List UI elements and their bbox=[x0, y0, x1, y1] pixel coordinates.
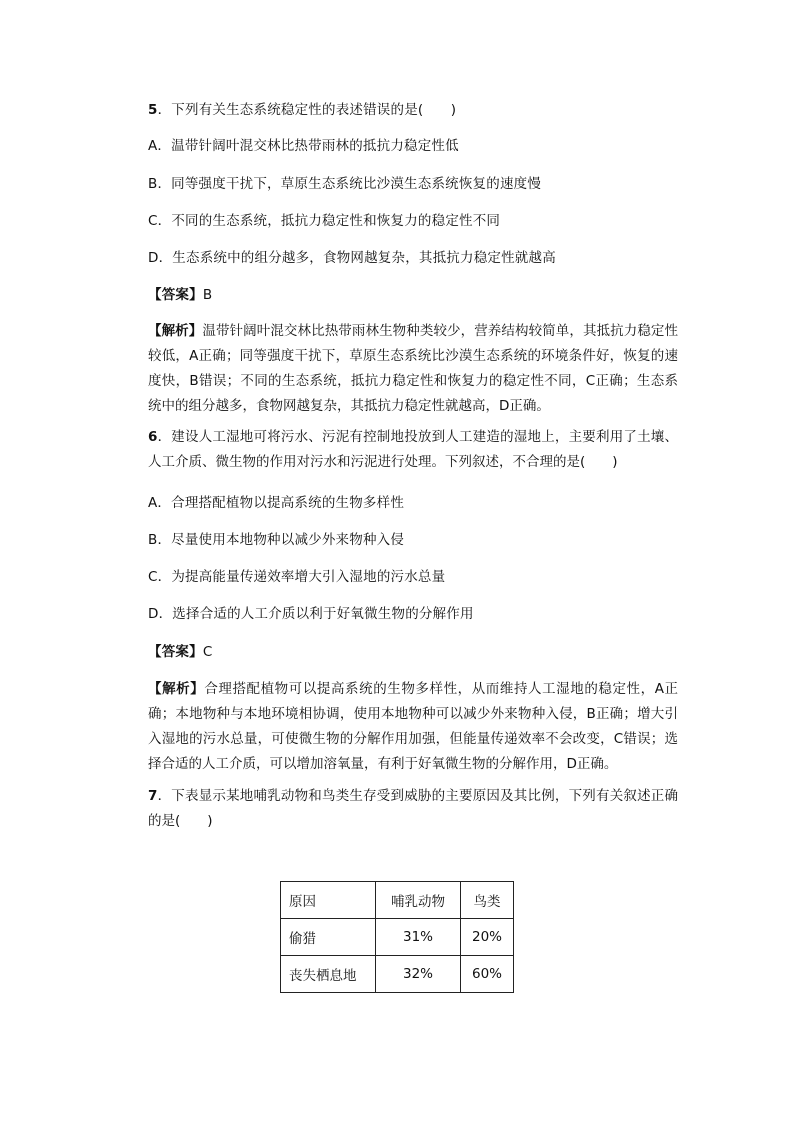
table-cell: 20% bbox=[461, 919, 514, 956]
table-cell: 丧失栖息地 bbox=[281, 956, 376, 993]
question-5-option-b: B．同等强度干扰下，草原生态系统比沙漠生态系统恢复的速度慢 bbox=[148, 176, 542, 192]
question-6-option-b: B．尽量使用本地物种以减少外来物种入侵 bbox=[148, 532, 405, 548]
table-row bbox=[281, 919, 514, 956]
question-5-number: 5 bbox=[148, 102, 158, 118]
table-row bbox=[281, 956, 514, 993]
question-5-option-c: C．不同的生态系统，抵抗力稳定性和恢复力的稳定性不同 bbox=[148, 213, 501, 229]
question-5-option-d: D．生态系统中的组分越多，食物网越复杂，其抵抗力稳定性就越高 bbox=[148, 250, 556, 266]
threat-table bbox=[280, 881, 514, 993]
question-6-analysis: 【解析】合理搭配植物可以提高系统的生物多样性，从而维持人工湿地的稳定性，A正确；本地物种与本地环境相协调，使用本地物种可以减少外来物种入侵，B正确；增大引入湿地的污水总量，可使微生物的分解作用加强，但能量传递效率不会改变，C错误；选择合适的人工介质，可以增加溶氧量，有利于好氧微生物的分解作用，D正确。 bbox=[148, 681, 679, 772]
table-header-cell: 鸟类 bbox=[461, 882, 514, 919]
question-5-analysis: 【解析】温带针阔叶混交林比热带雨林生物种类较少，营养结构较简单，其抵抗力稳定性较低，A正确；同等强度干扰下，草原生态系统比沙漠生态系统的环境条件好，恢复的速度快，B错误；不同的生态系统，抵抗力稳定性和恢复力的稳定性不同，C正确；生态系统中的组分越多，食物网越复杂，其抵抗力稳定性就越高，D正确。 bbox=[148, 323, 679, 414]
question-6-option-a: A．合理搭配植物以提高系统的生物多样性 bbox=[148, 495, 405, 511]
table-cell: 31% bbox=[376, 919, 461, 956]
question-5-option-a: A．温带针阔叶混交林比热带雨林的抵抗力稳定性低 bbox=[148, 138, 459, 154]
question-6-stem: 6．建设人工湿地可将污水、污泥有控制地投放到人工建造的湿地上，主要利用了土壤、人工介质、微生物的作用对污水和污泥进行处理。下列叙述，不合理的是( ) bbox=[148, 429, 678, 470]
question-6-option-d: D．选择合适的人工介质以利于好氧微生物的分解作用 bbox=[148, 606, 474, 622]
question-5-answer: 【答案】B bbox=[148, 287, 213, 303]
table-cell: 偷猎 bbox=[281, 919, 376, 956]
question-6-answer: 【答案】C bbox=[148, 644, 213, 660]
question-7-number: 7 bbox=[148, 788, 158, 804]
table-header-cell: 原因 bbox=[281, 882, 376, 919]
table-cell: 32% bbox=[376, 956, 461, 993]
question-6-number: 6 bbox=[148, 429, 158, 445]
table-header-row bbox=[281, 882, 514, 919]
table-header-cell: 哺乳动物 bbox=[376, 882, 461, 919]
table-cell: 60% bbox=[461, 956, 514, 993]
question-5-stem: 5．下列有关生态系统稳定性的表述错误的是( ) bbox=[148, 102, 457, 118]
question-6-option-c: C．为提高能量传递效率增大引入湿地的污水总量 bbox=[148, 569, 446, 585]
question-7-stem: 7．下表显示某地哺乳动物和鸟类生存受到威胁的主要原因及其比例，下列有关叙述正确的是( ) bbox=[148, 788, 678, 829]
